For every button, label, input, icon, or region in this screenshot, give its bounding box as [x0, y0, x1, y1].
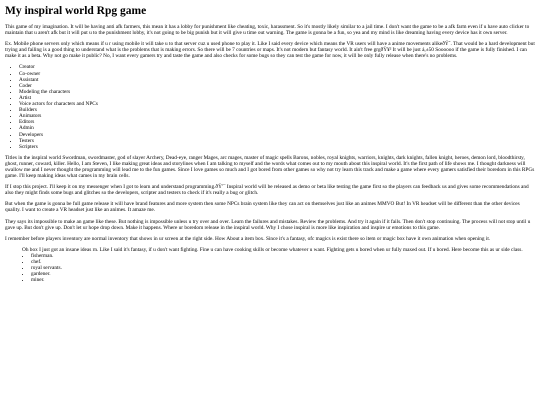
list-item: • Animators — [19, 113, 535, 119]
list-item: • Admin — [19, 125, 535, 131]
list-item: • Assistant — [19, 77, 535, 83]
intro-paragraph: This game of my imagination. It will be having anti afk farmers, this mean it has a lobby for punishment like cheating, toxic, harassment. So it's mostly likely similar to a jail time. I don't want the game to be a afk farm even if u have auto clicker to maintain that u aren't afk but it will put u to the punishment lobby, it's not going to be big punish but it will give u time out warning. The game is gonna be a fun, so yea and my mind is like dreaming having every device has it own server. — [5, 24, 530, 37]
inventory-paragraph: I remember before players inventory are normal inventory that shows in ur screen at the right side. How About a item box. Since it's a fantasy, ofc magics is exist there so item or magic box have it own animation when opening it. — [5, 235, 491, 242]
list-item: • Developers — [19, 132, 535, 138]
list-item: • gardener. — [31, 271, 535, 277]
list-item: • chef. — [31, 259, 535, 265]
list-item: • Builders — [19, 107, 535, 113]
titles-paragraph: Titles in the inspiral world Swordman, swordmaster, god of slayer Archery, Dead-eye, ranger Mages, arc mages, master of magic spells Barons, nobles, royal knights, warriors, knights, dark knights, fallen knight, heroes, demon lord, bloodthirsty, ghost, runner, coward, killer. Hello, I am Steven, I like making great ideas and storylines when I am talking to myself and the words what comes out to my mouth about this inspiral world. It's the first path of life shows me. I thought darkness will swallow me and I never thought the programming will lead me to the fun games. Since I love games so much and I got bored from other games so why not try learn this track and make a game where every gamers satisfied their boredom in this RPGs game. I'll keep making ideas what cames in my brain cells. — [5, 154, 535, 180]
list-item: • Editors — [19, 119, 535, 125]
servers-paragraph: Ex. Mobile phone servers only which means if u r using mobile it will take u to that server cuz u used phone to play it. Like I said every device which means the VR users will have a anime movements alikeðŸ˜. That would be a hard development but trying and failing is a good thing to understand what is the problems that is making errors. So there will be 7 countries or maps. It's not modern but fantasy world. It ain't free grgðŸ¥² It will be just á,±50 Soooooo if the game is fully finished. I can make it as a beta. Why not go make it public? No, I want every gamers try and taste the game and also checks for some bugs so they can test the game for now, it will be only fully release when there's no problems. — [5, 41, 535, 60]
list-item: • Modeling the characters — [19, 89, 535, 95]
list-item: • Artist — [19, 95, 535, 101]
motivation-paragraph: They says its impossible to make an game like these. But nothing is impossible unless u try over and over. Learn the failures and mistakes. Review the problems. And try it again if it fails. Then don't stop continuing. The process will not stop until u gave up. But don't give up. Don't let ur hope drop down. Make it happens. Where ur boredom release in the inspiral world. Why I chose inspiral is more like inspiration and inspire ur emotions to this game. — [5, 218, 531, 231]
project-paragraph: If I stop this project. I'll keep it on my messenger when I got to learn and understand programming.ðŸ'¯ Inspiral world will be released as demo or beta like testing the game first so the players can feedback us and gives some recommendations and also they might finds some bugs and glitches so the developers, scripter and testers to check if it's really a bug or glitch. — [5, 184, 529, 197]
list-item: • royal servants. — [31, 265, 535, 271]
jobs-list — [22, 253, 535, 283]
list-item: • Co-owner — [19, 71, 535, 77]
list-item: • fisherman. — [31, 253, 535, 259]
side-class-block — [22, 247, 535, 284]
list-item: • Coder — [19, 83, 535, 89]
list-item: • Testers — [19, 138, 535, 144]
roles-list — [5, 64, 535, 149]
page-title: My inspiral world Rpg game — [5, 5, 147, 17]
release-paragraph: But when the game is gonna be full game release it will have brand features and more system then some NPCs brain system like they can act on themselves just like an animes MMVO But! In VR headset will be different than the other devices quality. I want to create a VR headset just like an animes. It amaze me. — [5, 201, 520, 214]
side-class-paragraph: Oh box I just got an insane ideas rn. Like I said it's fantasy, if u don't want fighting. Fine u can have cooking skills or become whatever u want. Fighting gets u bored when ur fully maxed out. If u bored. Here become this as ur side class. — [22, 246, 523, 253]
list-item: • Scripters — [19, 144, 535, 150]
list-item: • miner. — [31, 277, 535, 283]
list-item: • Creator — [19, 64, 535, 70]
list-item: • Voice actors for characters and NPCs — [19, 101, 535, 107]
